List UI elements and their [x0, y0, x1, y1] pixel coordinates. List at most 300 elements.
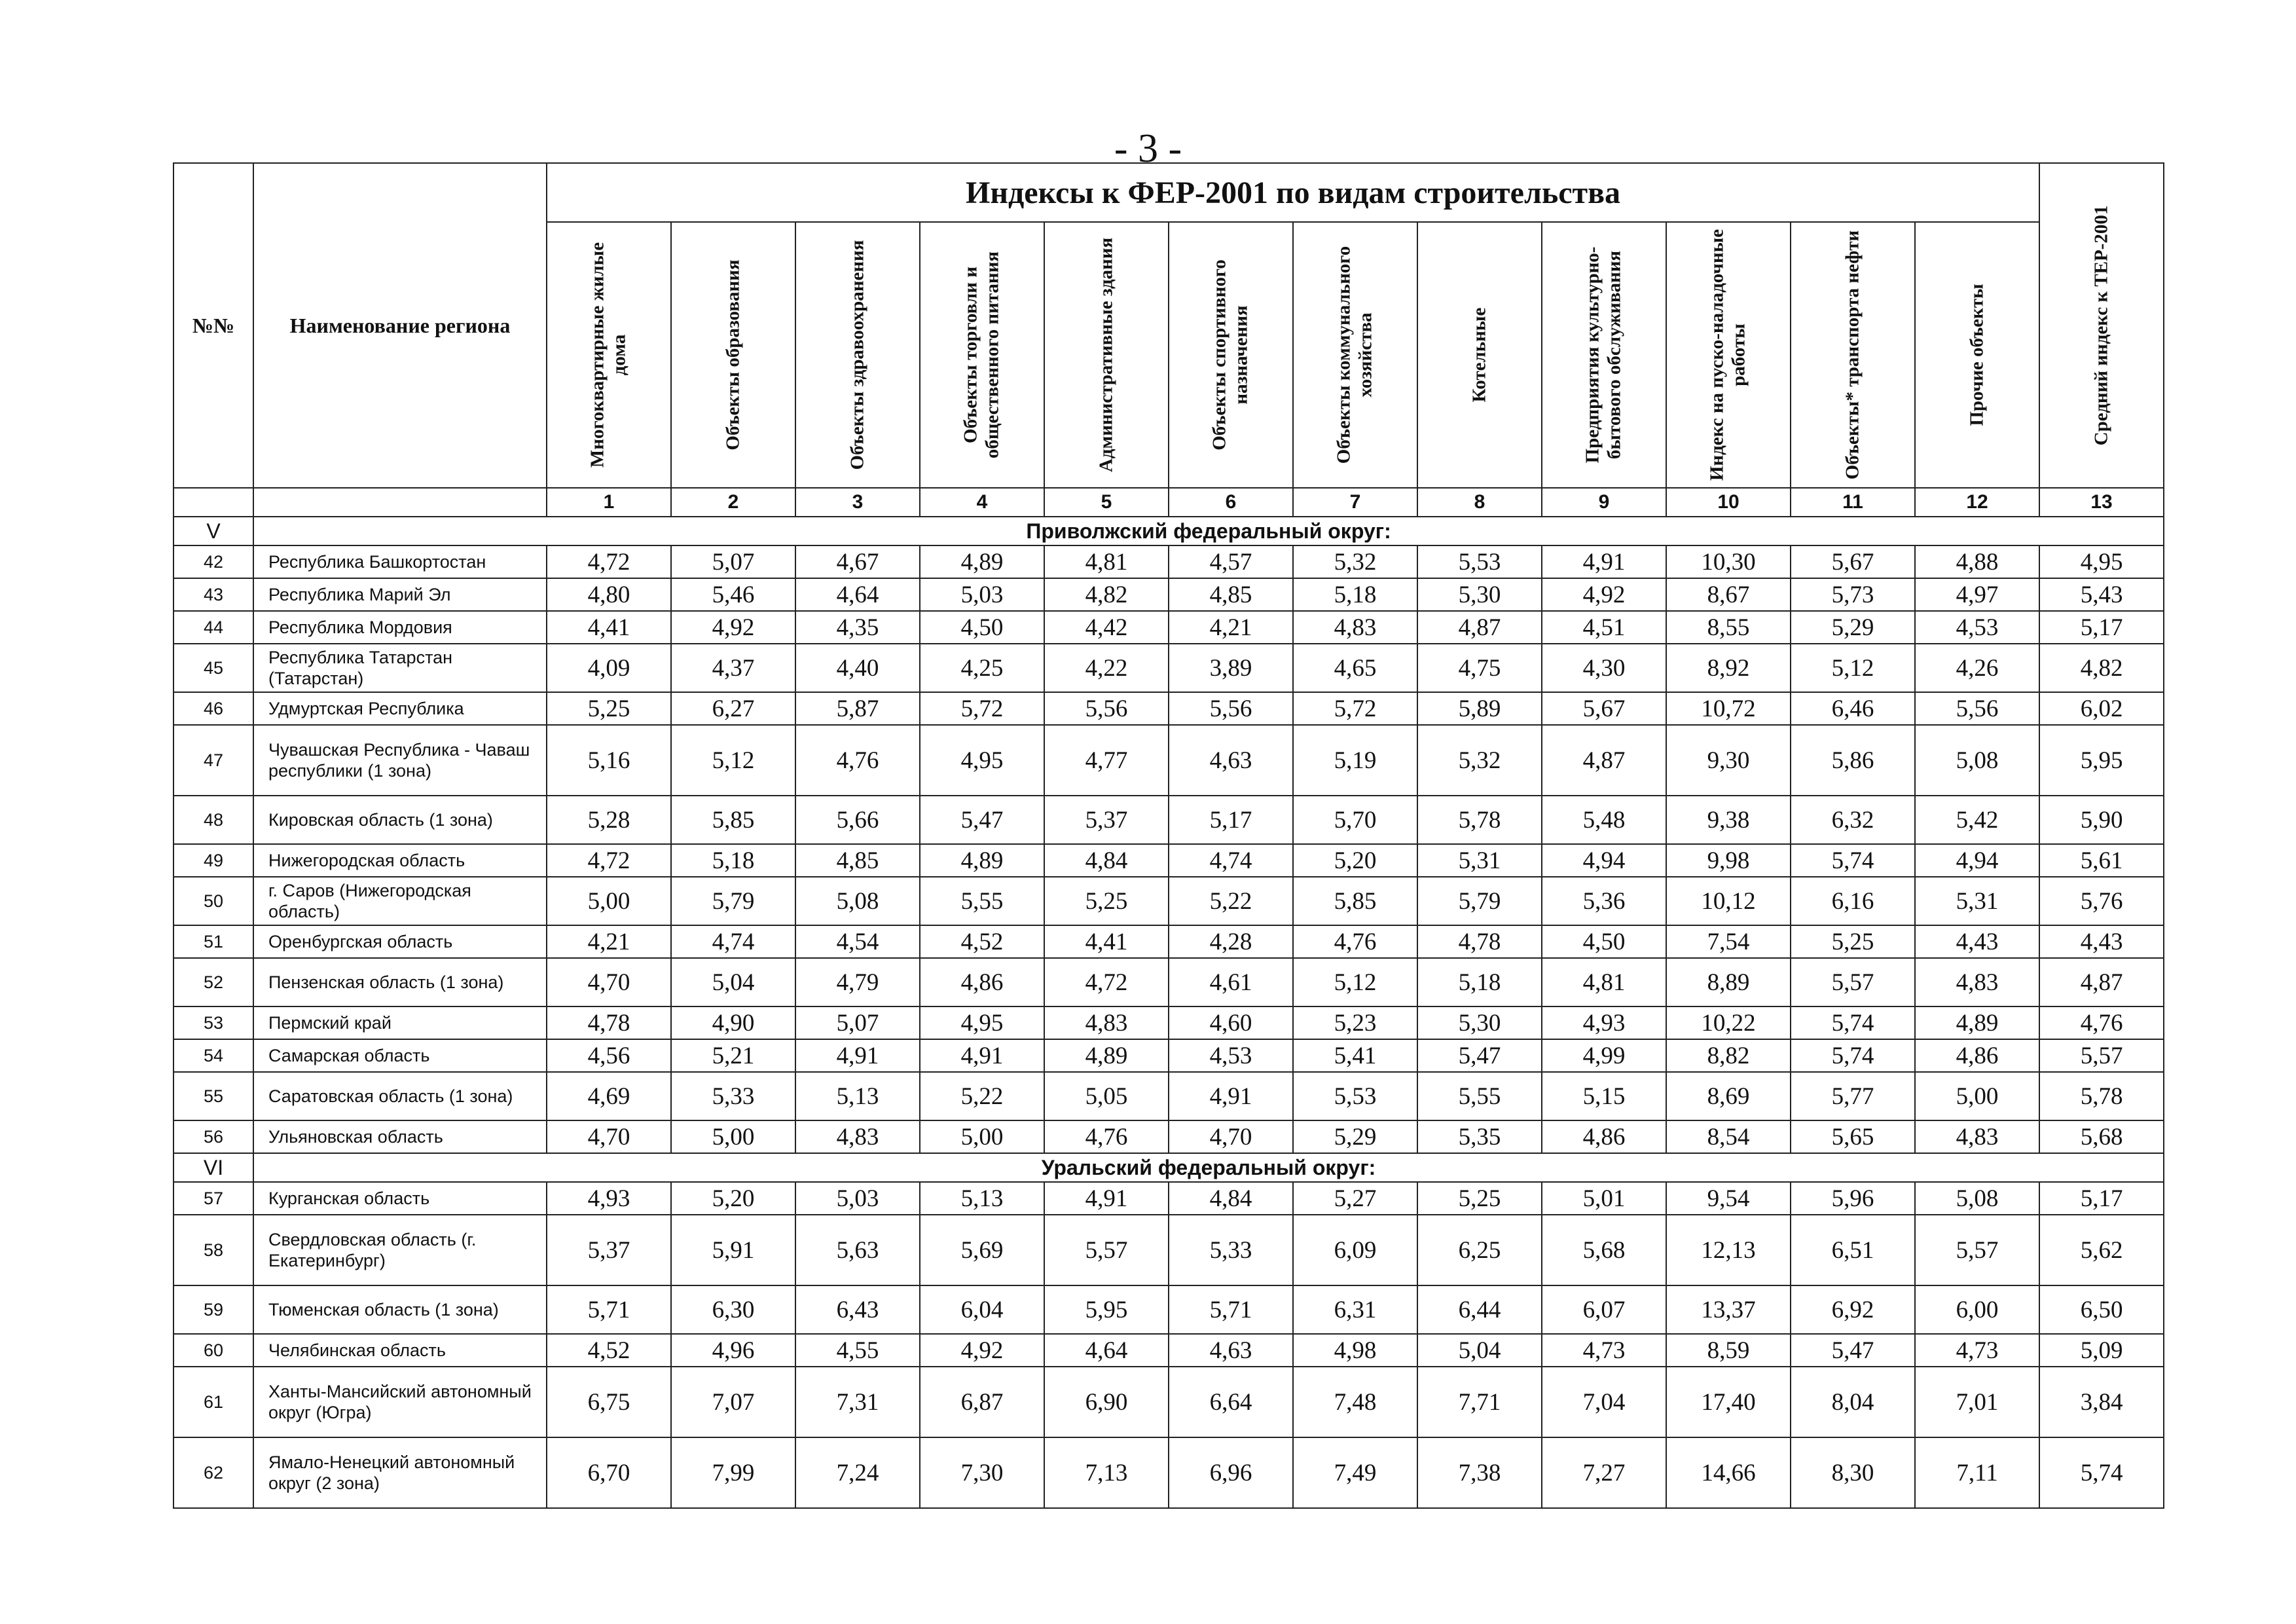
index-value: 5,69	[920, 1215, 1044, 1285]
index-value: 4,92	[671, 611, 795, 644]
table-row	[173, 692, 2164, 725]
index-value: 6,46	[1791, 692, 1915, 725]
index-value: 5,35	[1417, 1120, 1542, 1153]
index-value: 4,73	[1542, 1334, 1666, 1367]
table-row	[173, 725, 2164, 796]
index-value: 6,30	[671, 1285, 795, 1334]
index-value: 4,50	[920, 611, 1044, 644]
column-number: 4	[920, 488, 1044, 517]
index-value: 5,30	[1417, 578, 1542, 611]
index-value: 10,30	[1666, 545, 1791, 578]
header-col-6: Объекты спортивного назначения	[1169, 222, 1293, 488]
index-value: 5,47	[1417, 1039, 1542, 1072]
index-value: 4,76	[795, 725, 920, 796]
index-value: 5,78	[1417, 796, 1542, 844]
table-row	[173, 1367, 2164, 1437]
row-number: 47	[173, 725, 253, 796]
index-value: 4,76	[2039, 1006, 2164, 1039]
index-value: 5,74	[2039, 1437, 2164, 1508]
index-value: 5,17	[1169, 796, 1293, 844]
index-value: 5,72	[920, 692, 1044, 725]
index-value: 10,12	[1666, 877, 1791, 925]
header-region: Наименование региона	[253, 163, 547, 488]
header-col-1: Многоквартирные жилые дома	[547, 222, 671, 488]
index-value: 4,83	[1293, 611, 1417, 644]
index-value: 4,60	[1169, 1006, 1293, 1039]
index-value: 5,95	[1044, 1285, 1169, 1334]
index-value: 5,77	[1791, 1072, 1915, 1120]
index-value: 4,41	[547, 611, 671, 644]
index-value: 7,54	[1666, 925, 1791, 958]
index-value: 5,28	[547, 796, 671, 844]
index-value: 5,32	[1417, 725, 1542, 796]
index-value: 5,33	[671, 1072, 795, 1120]
index-value: 6,51	[1791, 1215, 1915, 1285]
index-value: 8,82	[1666, 1039, 1791, 1072]
index-value: 4,52	[920, 925, 1044, 958]
index-value: 4,70	[1169, 1120, 1293, 1153]
index-value: 4,91	[1542, 545, 1666, 578]
index-value: 4,82	[2039, 644, 2164, 692]
index-value: 5,74	[1791, 1039, 1915, 1072]
index-value: 6,44	[1417, 1285, 1542, 1334]
index-value: 5,71	[547, 1285, 671, 1334]
index-value: 5,91	[671, 1215, 795, 1285]
table-row	[173, 1334, 2164, 1367]
index-value: 4,92	[1542, 578, 1666, 611]
index-value: 4,43	[2039, 925, 2164, 958]
index-value: 3,89	[1169, 644, 1293, 692]
section-header	[173, 517, 2164, 545]
table-row	[173, 545, 2164, 578]
row-number: 62	[173, 1437, 253, 1508]
index-value: 5,79	[1417, 877, 1542, 925]
index-value: 4,78	[1417, 925, 1542, 958]
index-value: 5,00	[547, 877, 671, 925]
index-value: 4,28	[1169, 925, 1293, 958]
index-value: 4,84	[1044, 844, 1169, 877]
index-value: 5,22	[920, 1072, 1044, 1120]
header-col-12: Прочие объекты	[1915, 222, 2039, 488]
index-value: 5,13	[920, 1182, 1044, 1215]
index-value: 4,82	[1044, 578, 1169, 611]
index-value: 4,43	[1915, 925, 2039, 958]
index-value: 4,52	[547, 1334, 671, 1367]
region-name: Кировская область (1 зона)	[253, 796, 547, 844]
index-value: 8,92	[1666, 644, 1791, 692]
region-name: Удмуртская Республика	[253, 692, 547, 725]
header-nn: №№	[173, 163, 253, 488]
index-value: 7,24	[795, 1437, 920, 1508]
table-row	[173, 1285, 2164, 1334]
index-value: 5,32	[1293, 545, 1417, 578]
index-value: 4,63	[1169, 1334, 1293, 1367]
index-value: 4,53	[1169, 1039, 1293, 1072]
index-value: 9,30	[1666, 725, 1791, 796]
index-value: 9,54	[1666, 1182, 1791, 1215]
index-value: 4,22	[1044, 644, 1169, 692]
region-name: Ханты-Мансийский автономный округ (Югра)	[253, 1367, 547, 1437]
index-value: 4,97	[1915, 578, 2039, 611]
row-number: 61	[173, 1367, 253, 1437]
column-number: 2	[671, 488, 795, 517]
header-col-7: Объекты коммунального хозяйства	[1293, 222, 1417, 488]
index-value: 4,86	[1915, 1039, 2039, 1072]
index-value: 8,89	[1666, 958, 1791, 1006]
index-value: 5,71	[1169, 1285, 1293, 1334]
index-value: 6,75	[547, 1367, 671, 1437]
index-value: 5,36	[1542, 877, 1666, 925]
header-col-8: Котельные	[1417, 222, 1542, 488]
table-row	[173, 611, 2164, 644]
row-number: 57	[173, 1182, 253, 1215]
row-number: 43	[173, 578, 253, 611]
index-value: 7,04	[1542, 1367, 1666, 1437]
section-number: VI	[173, 1153, 253, 1182]
index-value: 7,71	[1417, 1367, 1542, 1437]
index-value: 4,21	[1169, 611, 1293, 644]
index-value: 4,92	[920, 1334, 1044, 1367]
index-value: 9,38	[1666, 796, 1791, 844]
index-value: 4,93	[547, 1182, 671, 1215]
row-number: 60	[173, 1334, 253, 1367]
index-value: 4,74	[1169, 844, 1293, 877]
region-name: Ямало-Ненецкий автономный округ (2 зона)	[253, 1437, 547, 1508]
index-value: 9,98	[1666, 844, 1791, 877]
table-row	[173, 1182, 2164, 1215]
page-number: - 3 -	[1114, 126, 1182, 171]
index-value: 5,73	[1791, 578, 1915, 611]
index-value: 5,63	[795, 1215, 920, 1285]
row-number: 46	[173, 692, 253, 725]
index-value: 13,37	[1666, 1285, 1791, 1334]
index-value: 5,22	[1169, 877, 1293, 925]
index-value: 6,70	[547, 1437, 671, 1508]
column-number-row	[173, 488, 2164, 517]
index-value: 5,12	[1791, 644, 1915, 692]
index-value: 4,89	[920, 844, 1044, 877]
index-value: 5,55	[1417, 1072, 1542, 1120]
index-value: 4,86	[920, 958, 1044, 1006]
table-row	[173, 1215, 2164, 1285]
index-value: 4,83	[1044, 1006, 1169, 1039]
index-value: 5,70	[1293, 796, 1417, 844]
column-number: 11	[1791, 488, 1915, 517]
header-main-title: Индексы к ФЕР-2001 по видам строительства	[547, 163, 2039, 222]
index-value: 4,70	[547, 958, 671, 1006]
index-value: 4,64	[795, 578, 920, 611]
region-name: Республика Башкортостан	[253, 545, 547, 578]
index-value: 5,27	[1293, 1182, 1417, 1215]
index-value: 4,94	[1542, 844, 1666, 877]
row-number: 59	[173, 1285, 253, 1334]
index-value: 4,56	[547, 1039, 671, 1072]
index-value: 4,96	[671, 1334, 795, 1367]
index-value: 7,99	[671, 1437, 795, 1508]
index-value: 5,25	[1791, 925, 1915, 958]
column-number: 8	[1417, 488, 1542, 517]
index-value: 7,01	[1915, 1367, 2039, 1437]
index-value: 5,29	[1293, 1120, 1417, 1153]
region-name: Самарская область	[253, 1039, 547, 1072]
index-value: 5,57	[1044, 1215, 1169, 1285]
index-value: 5,30	[1417, 1006, 1542, 1039]
index-value: 6,32	[1791, 796, 1915, 844]
index-value: 5,04	[1417, 1334, 1542, 1367]
row-number: 55	[173, 1072, 253, 1120]
column-number: 1	[547, 488, 671, 517]
region-name: Свердловская область (г. Екатеринбург)	[253, 1215, 547, 1285]
region-name: Республика Татарстан (Татарстан)	[253, 644, 547, 692]
index-value: 4,79	[795, 958, 920, 1006]
index-value: 4,61	[1169, 958, 1293, 1006]
index-value: 4,21	[547, 925, 671, 958]
index-value: 4,76	[1293, 925, 1417, 958]
index-value: 5,57	[1791, 958, 1915, 1006]
table-row	[173, 1072, 2164, 1120]
index-value: 5,25	[1044, 877, 1169, 925]
index-value: 6,87	[920, 1367, 1044, 1437]
column-number: 10	[1666, 488, 1791, 517]
index-value: 5,20	[1293, 844, 1417, 877]
index-value: 5,53	[1293, 1072, 1417, 1120]
region-name: Республика Марий Эл	[253, 578, 547, 611]
index-value: 5,18	[671, 844, 795, 877]
index-value: 5,03	[920, 578, 1044, 611]
index-value: 6,31	[1293, 1285, 1417, 1334]
index-value: 6,96	[1169, 1437, 1293, 1508]
index-value: 4,76	[1044, 1120, 1169, 1153]
region-name: Пензенская область (1 зона)	[253, 958, 547, 1006]
index-value: 4,91	[795, 1039, 920, 1072]
index-value: 4,88	[1915, 545, 2039, 578]
index-value: 4,75	[1417, 644, 1542, 692]
index-value: 5,17	[2039, 611, 2164, 644]
index-value: 6,09	[1293, 1215, 1417, 1285]
index-value: 5,47	[1791, 1334, 1915, 1367]
index-value: 5,41	[1293, 1039, 1417, 1072]
index-value: 4,98	[1293, 1334, 1417, 1367]
index-value: 5,47	[920, 796, 1044, 844]
index-value: 7,30	[920, 1437, 1044, 1508]
region-name: Челябинская область	[253, 1334, 547, 1367]
index-value: 4,50	[1542, 925, 1666, 958]
index-value: 4,85	[795, 844, 920, 877]
index-value: 12,13	[1666, 1215, 1791, 1285]
region-name: Оренбургская область	[253, 925, 547, 958]
index-value: 4,89	[920, 545, 1044, 578]
index-value: 5,96	[1791, 1182, 1915, 1215]
index-value: 4,87	[1542, 725, 1666, 796]
index-value: 5,18	[1293, 578, 1417, 611]
index-value: 4,95	[2039, 545, 2164, 578]
index-value: 4,30	[1542, 644, 1666, 692]
index-value: 4,83	[1915, 958, 2039, 1006]
index-value: 6,27	[671, 692, 795, 725]
index-value: 4,91	[1044, 1182, 1169, 1215]
index-value: 8,59	[1666, 1334, 1791, 1367]
index-value: 5,01	[1542, 1182, 1666, 1215]
section-number: V	[173, 517, 253, 545]
index-value: 6,92	[1791, 1285, 1915, 1334]
index-value: 6,50	[2039, 1285, 2164, 1334]
index-value: 4,73	[1915, 1334, 2039, 1367]
index-value: 5,12	[1293, 958, 1417, 1006]
index-value: 4,77	[1044, 725, 1169, 796]
index-value: 5,37	[1044, 796, 1169, 844]
column-number: 3	[795, 488, 920, 517]
index-value: 4,37	[671, 644, 795, 692]
table-row	[173, 1437, 2164, 1508]
row-number: 45	[173, 644, 253, 692]
index-value: 4,63	[1169, 725, 1293, 796]
index-value: 5,20	[671, 1182, 795, 1215]
index-value: 4,80	[547, 578, 671, 611]
index-value: 4,93	[1542, 1006, 1666, 1039]
index-value: 4,25	[920, 644, 1044, 692]
index-value: 4,74	[671, 925, 795, 958]
index-value: 5,61	[2039, 844, 2164, 877]
index-value: 5,76	[2039, 877, 2164, 925]
index-value: 5,17	[2039, 1182, 2164, 1215]
column-number: 6	[1169, 488, 1293, 517]
index-value: 5,95	[2039, 725, 2164, 796]
index-value: 6,64	[1169, 1367, 1293, 1437]
header-col-3: Объекты здравоохранения	[795, 222, 920, 488]
index-value: 5,68	[2039, 1120, 2164, 1153]
index-value: 6,25	[1417, 1215, 1542, 1285]
index-value: 6,04	[920, 1285, 1044, 1334]
column-number: 9	[1542, 488, 1666, 517]
index-value: 6,00	[1915, 1285, 2039, 1334]
index-value: 5,46	[671, 578, 795, 611]
index-value: 4,85	[1169, 578, 1293, 611]
row-number: 49	[173, 844, 253, 877]
region-name: Республика Мордовия	[253, 611, 547, 644]
index-value: 7,11	[1915, 1437, 2039, 1508]
index-value: 5,67	[1542, 692, 1666, 725]
index-value: 5,66	[795, 796, 920, 844]
index-value: 5,08	[1915, 725, 2039, 796]
index-value: 5,25	[547, 692, 671, 725]
index-value: 4,72	[547, 545, 671, 578]
index-value: 4,81	[1044, 545, 1169, 578]
index-value: 5,56	[1915, 692, 2039, 725]
index-value: 5,67	[1791, 545, 1915, 578]
index-value: 4,95	[920, 725, 1044, 796]
index-value: 6,43	[795, 1285, 920, 1334]
index-value: 4,26	[1915, 644, 2039, 692]
index-value: 5,07	[795, 1006, 920, 1039]
column-number: 7	[1293, 488, 1417, 517]
index-value: 5,18	[1417, 958, 1542, 1006]
index-value: 7,49	[1293, 1437, 1417, 1508]
row-number: 52	[173, 958, 253, 1006]
index-value: 5,85	[1293, 877, 1417, 925]
table-row	[173, 796, 2164, 844]
index-value: 8,67	[1666, 578, 1791, 611]
index-value: 5,86	[1791, 725, 1915, 796]
row-number: 44	[173, 611, 253, 644]
index-value: 4,90	[671, 1006, 795, 1039]
header-col-13: Средний индекс к ТЕР-2001	[2039, 163, 2164, 488]
index-value: 4,35	[795, 611, 920, 644]
index-value: 4,54	[795, 925, 920, 958]
region-name: Чувашская Республика - Чаваш республики (1 зона)	[253, 725, 547, 796]
row-number: 51	[173, 925, 253, 958]
region-name: Пермский край	[253, 1006, 547, 1039]
index-value: 5,43	[2039, 578, 2164, 611]
table-row	[173, 1039, 2164, 1072]
index-value: 6,07	[1542, 1285, 1666, 1334]
index-value: 7,27	[1542, 1437, 1666, 1508]
table-row	[173, 578, 2164, 611]
index-value: 8,69	[1666, 1072, 1791, 1120]
index-value: 4,65	[1293, 644, 1417, 692]
index-value: 5,08	[795, 877, 920, 925]
table-row	[173, 925, 2164, 958]
index-value: 4,89	[1915, 1006, 2039, 1039]
index-value: 5,90	[2039, 796, 2164, 844]
section-title: Уральский федеральный округ:	[253, 1153, 2164, 1182]
index-value: 6,90	[1044, 1367, 1169, 1437]
section-title: Приволжский федеральный округ:	[253, 517, 2164, 545]
index-value: 5,65	[1791, 1120, 1915, 1153]
index-value: 5,00	[920, 1120, 1044, 1153]
header-col-11: Объекты* транспорта нефти	[1791, 222, 1915, 488]
header-col-2: Объекты образования	[671, 222, 795, 488]
index-value: 4,57	[1169, 545, 1293, 578]
index-value: 5,33	[1169, 1215, 1293, 1285]
index-value: 17,40	[1666, 1367, 1791, 1437]
index-value: 4,55	[795, 1334, 920, 1367]
index-value: 5,56	[1169, 692, 1293, 725]
index-value: 5,29	[1791, 611, 1915, 644]
index-value: 5,57	[2039, 1039, 2164, 1072]
index-value: 4,42	[1044, 611, 1169, 644]
index-value: 3,84	[2039, 1367, 2164, 1437]
index-value: 4,69	[547, 1072, 671, 1120]
index-value: 5,09	[2039, 1334, 2164, 1367]
index-value: 14,66	[1666, 1437, 1791, 1508]
index-value: 4,86	[1542, 1120, 1666, 1153]
index-value: 5,85	[671, 796, 795, 844]
index-value: 5,48	[1542, 796, 1666, 844]
table-row	[173, 877, 2164, 925]
index-value: 4,95	[920, 1006, 1044, 1039]
index-value: 5,42	[1915, 796, 2039, 844]
region-name: Ульяновская область	[253, 1120, 547, 1153]
column-number: 13	[2039, 488, 2164, 517]
index-value: 5,05	[1044, 1072, 1169, 1120]
index-value: 4,84	[1169, 1182, 1293, 1215]
column-number: 5	[1044, 488, 1169, 517]
index-value: 4,70	[547, 1120, 671, 1153]
index-value: 5,12	[671, 725, 795, 796]
index-value: 4,53	[1915, 611, 2039, 644]
header-col-4: Объекты торговли и общественного питания	[920, 222, 1044, 488]
index-value: 4,83	[1915, 1120, 2039, 1153]
index-value: 5,87	[795, 692, 920, 725]
index-value: 4,87	[1417, 611, 1542, 644]
index-value: 5,07	[671, 545, 795, 578]
index-value: 5,78	[2039, 1072, 2164, 1120]
index-value: 5,56	[1044, 692, 1169, 725]
table-row	[173, 1006, 2164, 1039]
index-value: 7,07	[671, 1367, 795, 1437]
index-value: 5,74	[1791, 844, 1915, 877]
header-col-5: Административные здания	[1044, 222, 1169, 488]
